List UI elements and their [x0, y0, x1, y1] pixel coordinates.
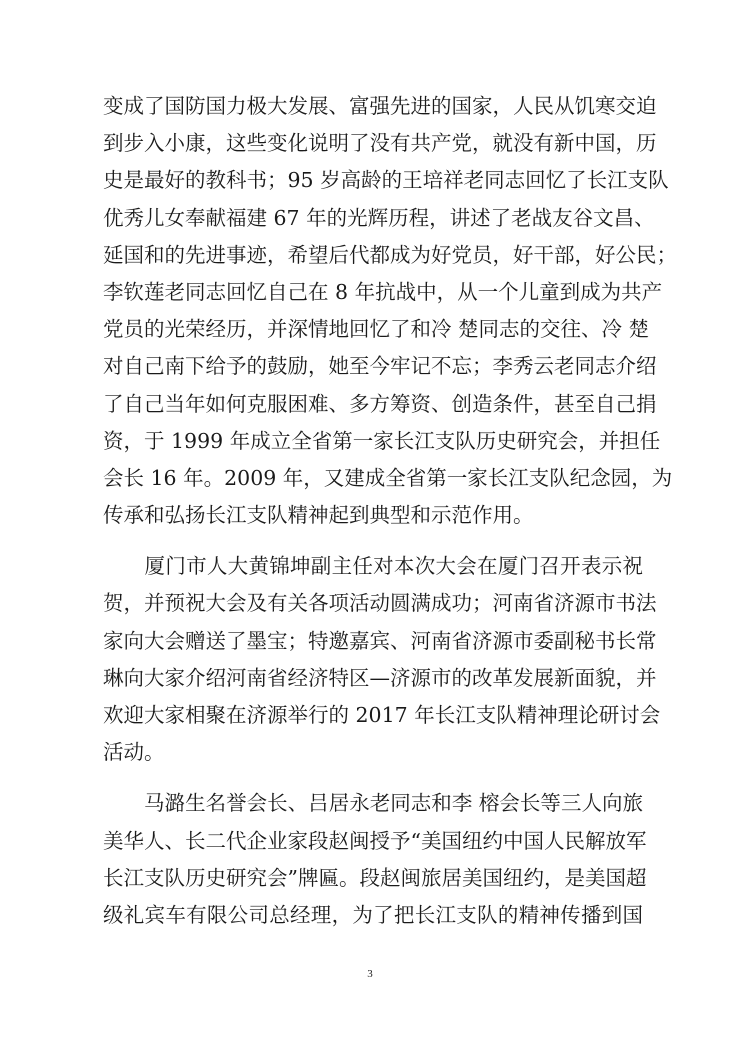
text-line: 优秀儿女奉献福建 67 年的光辉历程，讲述了老战友谷文昌、: [103, 205, 655, 230]
text-line: 资，于 1999 年成立全省第一家长江支队历史研究会，并担任: [103, 428, 661, 453]
paragraph-3: [103, 785, 647, 934]
text-line: 美华人、长二代企业家段赵闽授予“美国纽约中国人民解放军: [103, 828, 647, 853]
text-line: 级礼宾车有限公司总经理，为了把长江支队的精神传播到国: [103, 902, 643, 927]
text-line: 家向大会赠送了墨宝；特邀嘉宾、河南省济源市委副秘书长常: [103, 628, 657, 653]
text-line: 厦门市人大黄锦坤副主任对本次大会在厦门召开表示祝: [103, 554, 643, 579]
text-line: 欢迎大家相聚在济源举行的 2017 年长江支队精神理论研讨会: [103, 703, 661, 727]
paragraph-2: [103, 548, 661, 771]
page-number: 3: [367, 968, 373, 980]
paragraph-spacing: [103, 534, 643, 548]
text-line: 延国和的先进事迹，希望后代都成为好党员，好干部，好公民；: [103, 242, 677, 267]
paragraph-spacing: [103, 771, 643, 785]
text-line: 变成了国防国力极大发展、富强先进的国家，人民从饥寒交迫: [103, 94, 657, 118]
text-line: 琳向大家介绍河南省经济特区—济源市的改革发展新面貌，并: [103, 665, 657, 690]
text-line: 贺，并预祝大会及有关各项活动圆满成功；河南省济源市书法: [103, 591, 657, 616]
text-line: 李钦莲老同志回忆自己在 8 年抗战中，从一个儿童到成为共产: [103, 279, 663, 304]
text-line: 对自己南下给予的鼓励，她至今牢记不忘；李秀云老同志介绍: [103, 354, 657, 379]
text-line: 马潞生名誉会长、吕居永老同志和李 榕会长等三人向旅: [103, 791, 643, 816]
body-text: [103, 88, 677, 934]
text-line: 史是最好的教科书；95 岁高龄的王培祥老同志回忆了长江支队: [103, 168, 669, 193]
text-line: 传承和弘扬长江支队精神起到典型和示范作用。: [103, 503, 534, 528]
paragraph-1: [103, 88, 677, 534]
text-line: 活动。: [103, 740, 165, 765]
text-line: 会长 16 年。2009 年，又建成全省第一家长江支队纪念园，为: [103, 465, 673, 490]
text-line: 到步入小康，这些变化说明了没有共产党，就没有新中国，历: [103, 131, 657, 156]
text-line: 党员的光荣经历，并深情地回忆了和冷 楚同志的交往、冷 楚: [103, 317, 650, 342]
text-line: 了自己当年如何克服困难、多方筹资、创造条件，甚至自己捐: [103, 391, 657, 416]
text-line: 长江支队历史研究会”牌匾。段赵闽旅居美国纽约，是美国超: [103, 865, 647, 890]
